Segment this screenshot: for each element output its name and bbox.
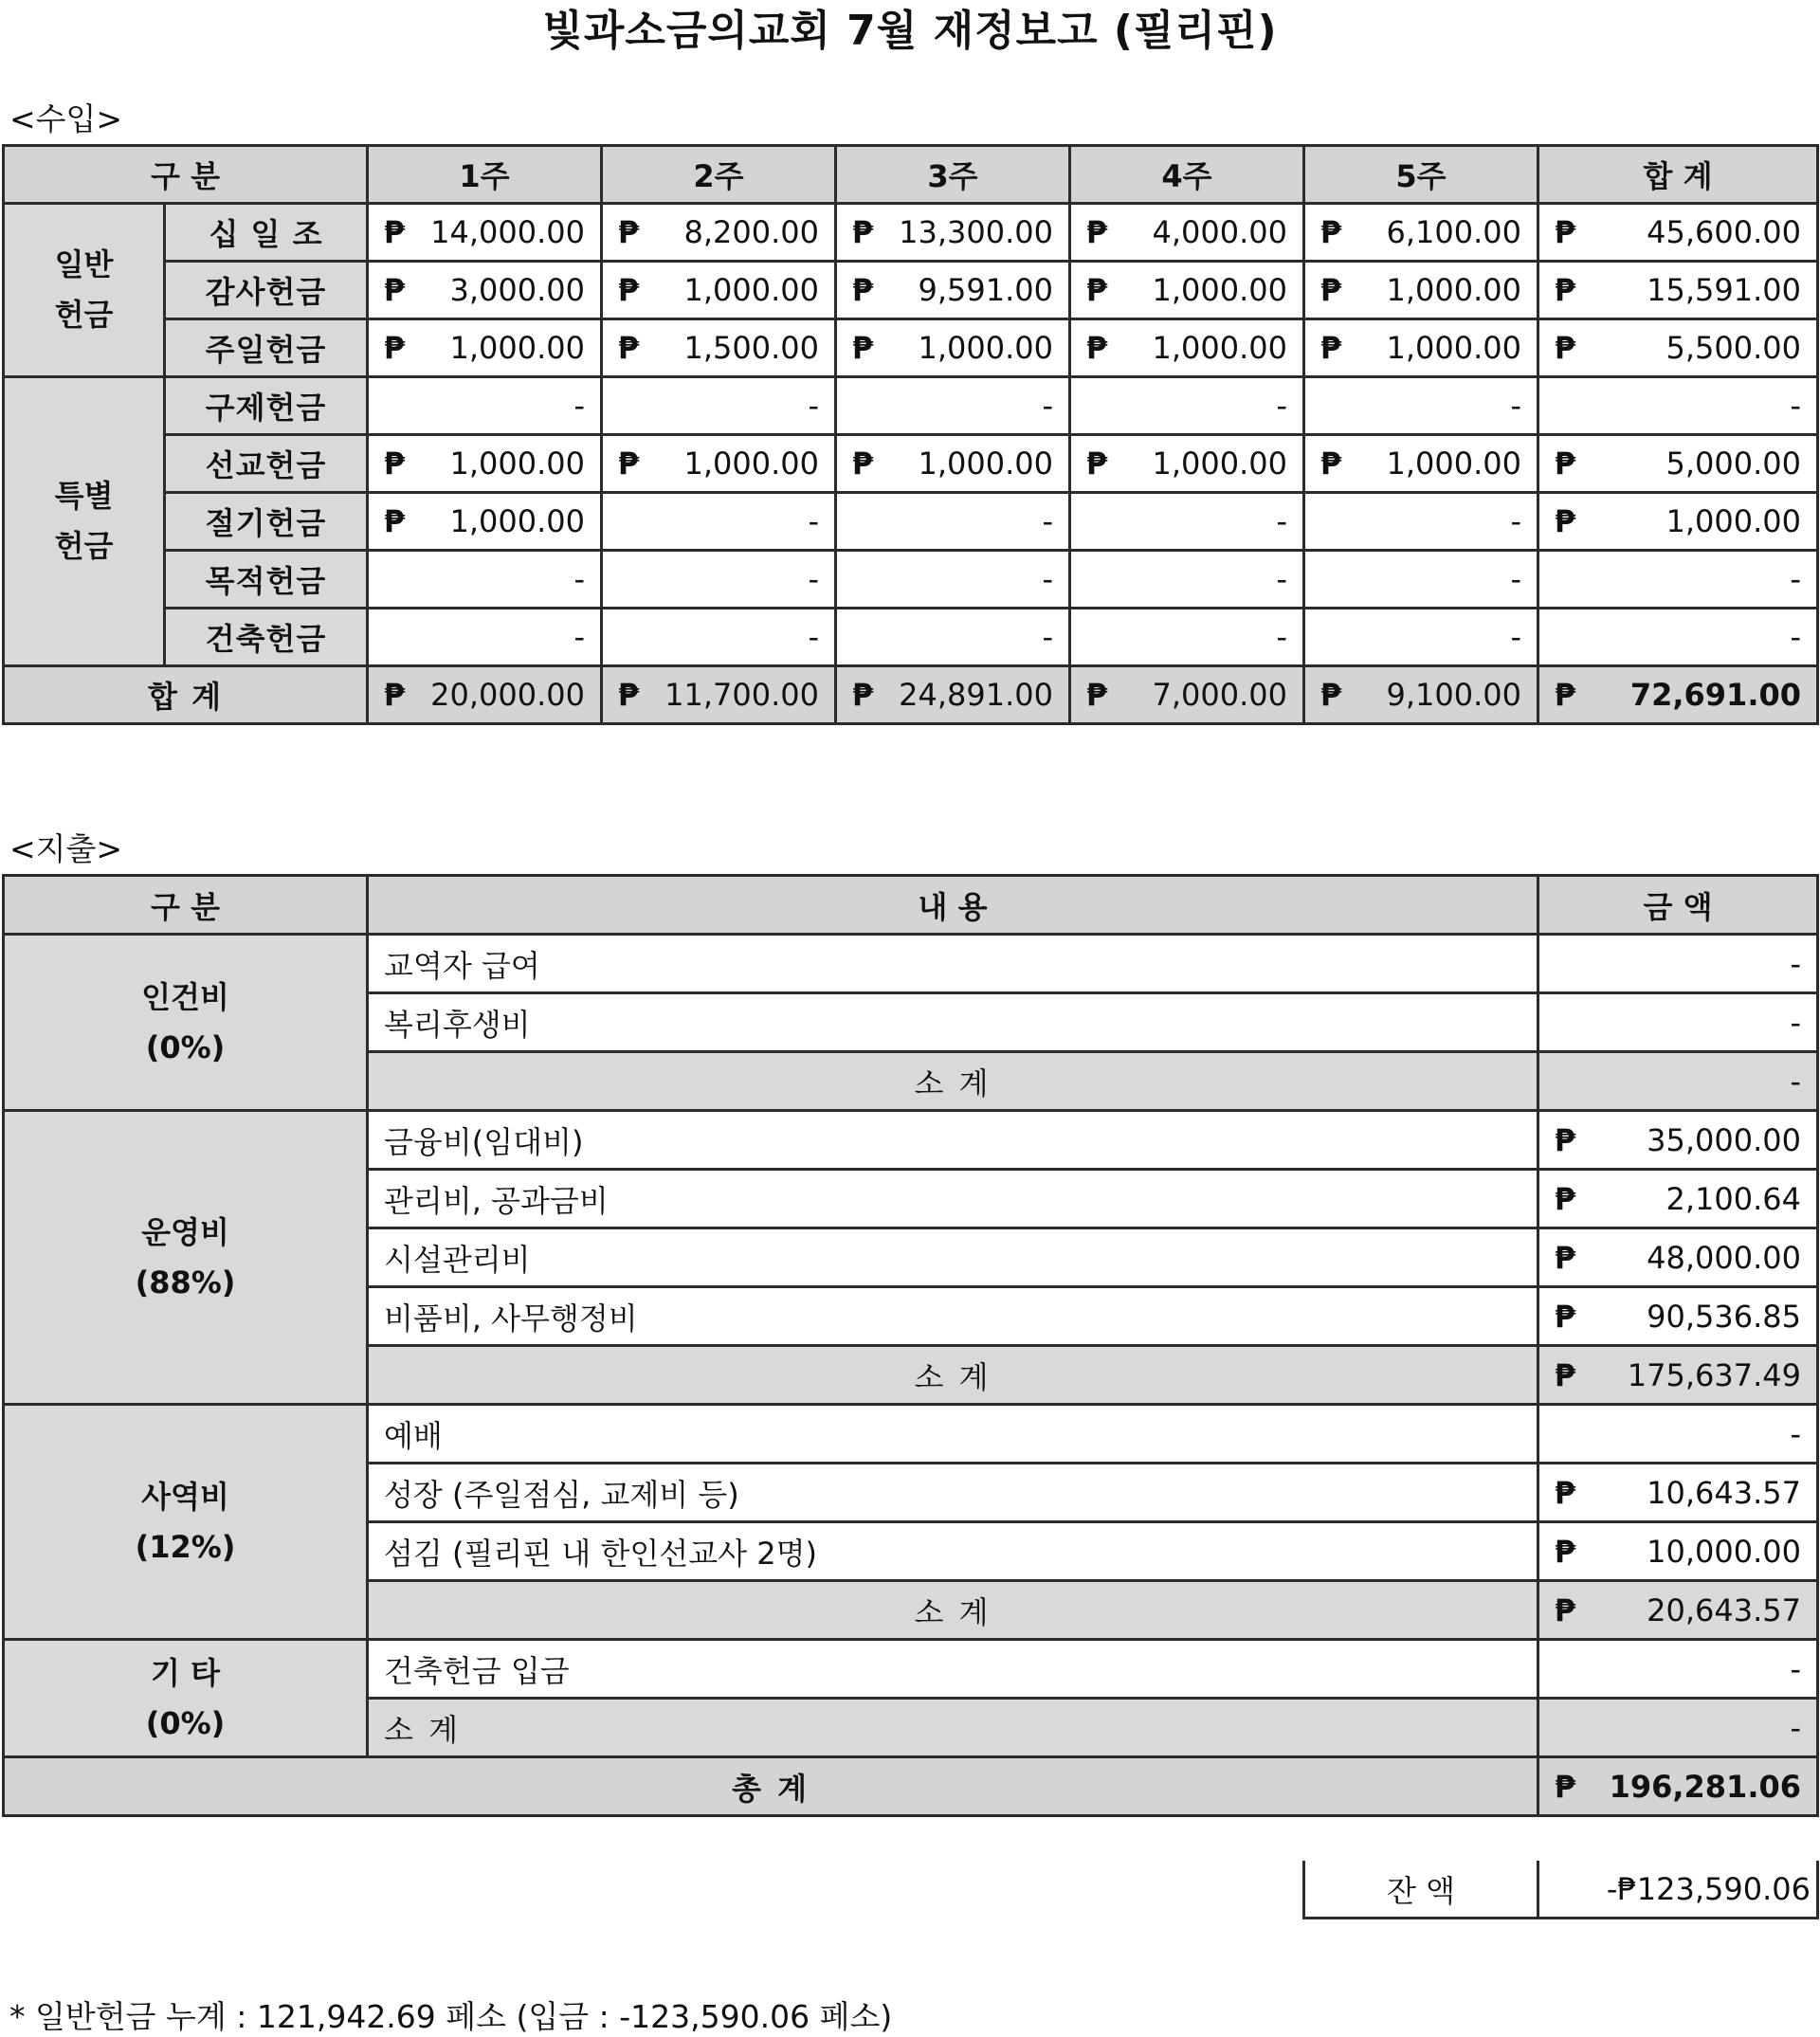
income-header-week-3: 3주 (836, 146, 1070, 204)
income-week-4-cell-value: 1,000.00 (1152, 272, 1287, 308)
income-week-4-cell-value: 1,000.00 (1152, 330, 1287, 366)
income-week-4-cell: - (1070, 551, 1304, 609)
expense-row (4, 1111, 1818, 1170)
expense-amount-cell-wrap (1555, 1534, 1801, 1570)
income-week-1-cell-value: 1,000.00 (449, 446, 585, 482)
income-week-1-cell-wrap (384, 446, 585, 482)
income-week-3-cell (836, 204, 1070, 262)
income-row-label: 주일헌금 (165, 319, 368, 377)
income-header-week-2: 2주 (602, 146, 836, 204)
expense-row (4, 1640, 1818, 1699)
expense-amount-cell-value: 10,000.00 (1647, 1533, 1801, 1570)
peso-symbol: ₱ (852, 272, 874, 308)
income-week-1-cell-wrap (384, 330, 585, 366)
peso-symbol: ₱ (1320, 677, 1342, 713)
peso-symbol: ₱ (1086, 330, 1108, 366)
income-week-4-cell-wrap (1086, 446, 1287, 482)
income-week-3-cell-wrap (852, 272, 1053, 308)
income-header-week-5: 5주 (1304, 146, 1538, 204)
peso-symbol: ₱ (1555, 1356, 1576, 1393)
income-header-category: 구 분 (4, 146, 368, 204)
income-week-1-cell (368, 435, 602, 493)
income-total-week-3 (836, 666, 1070, 724)
expense-item: 시설관리비 (368, 1228, 1538, 1287)
income-week-3-cell-value: 1,000.00 (918, 330, 1053, 366)
income-header-row (4, 146, 1818, 204)
expense-header-amount: 금 액 (1538, 876, 1818, 935)
balance-row (1304, 1861, 1818, 1919)
income-row-label: 목적헌금 (165, 551, 368, 609)
income-week-1-cell (368, 262, 602, 319)
peso-symbol: ₱ (1555, 214, 1576, 250)
income-week-2-cell-value: 1,000.00 (683, 446, 819, 482)
peso-symbol: ₱ (1555, 1121, 1576, 1158)
income-week-3-cell-wrap (852, 330, 1053, 366)
income-week-5-cell: - (1304, 493, 1538, 551)
expense-header-category: 구 분 (4, 876, 368, 935)
expense-amount-cell-value: 2,100.64 (1665, 1180, 1801, 1217)
income-week-2-cell-wrap (618, 446, 819, 482)
expense-item: 섬김 (필리핀 내 한인선교사 2명) (368, 1522, 1538, 1581)
peso-symbol: ₱ (852, 330, 874, 366)
peso-symbol: ₱ (1320, 330, 1342, 366)
peso-symbol: ₱ (1555, 1298, 1576, 1335)
expense-table (2, 874, 1819, 1817)
income-week-5-cell (1304, 435, 1538, 493)
income-week-5-cell: - (1304, 609, 1538, 666)
income-week-3-cell-value: 1,000.00 (918, 446, 1053, 482)
peso-symbol: ₱ (1555, 1533, 1576, 1570)
expense-subtotal-label: 소 계 (368, 1346, 1538, 1405)
expense-grand-total-amount (1538, 1757, 1818, 1816)
income-grand-total-wrap (1555, 677, 1801, 713)
income-week-5-cell (1304, 262, 1538, 319)
expense-group-1: 인건비 (0%) (4, 935, 368, 1111)
expense-subtotal-label: 소 계 (368, 1699, 1538, 1757)
expense-grand-total-amount-wrap (1555, 1769, 1801, 1805)
income-week-1-cell-value: 14,000.00 (430, 214, 585, 250)
income-row-label: 절기헌금 (165, 493, 368, 551)
income-week-4-cell: - (1070, 609, 1304, 666)
income-row-total-cell: - (1538, 551, 1818, 609)
expense-section-label: <지출> (9, 830, 123, 867)
expense-amount-cell: - (1538, 993, 1818, 1052)
income-week-4-cell (1070, 435, 1304, 493)
peso-symbol: ₱ (852, 214, 874, 250)
income-week-3-cell: - (836, 551, 1070, 609)
peso-symbol: ₱ (1086, 214, 1108, 250)
expense-subtotal-amount (1538, 1581, 1818, 1640)
income-week-5-cell-wrap (1320, 214, 1521, 250)
expense-item: 예배 (368, 1405, 1538, 1464)
income-row-label: 건축헌금 (165, 609, 368, 666)
expense-amount-cell-value: 90,536.85 (1647, 1298, 1801, 1335)
income-row-total-cell-wrap (1555, 330, 1801, 366)
peso-symbol: ₱ (384, 214, 406, 250)
income-row-total-cell (1538, 319, 1818, 377)
expense-subtotal-amount-wrap (1555, 1592, 1801, 1628)
income-row-label: 감사헌금 (165, 262, 368, 319)
expense-amount-cell: - (1538, 935, 1818, 993)
expense-amount-cell (1538, 1170, 1818, 1228)
expense-item: 건축헌금 입금 (368, 1640, 1538, 1699)
income-row (4, 609, 1818, 666)
income-total-week-2-value: 11,700.00 (664, 677, 819, 713)
expense-row (4, 935, 1818, 993)
peso-symbol: ₱ (1555, 1591, 1576, 1628)
income-group-2: 특별 헌금 (4, 377, 165, 666)
peso-symbol: ₱ (852, 446, 874, 482)
page-title: 빛과소금의교회 7월 재정보고 (필리핀) (542, 7, 1278, 55)
income-row-label: 선교헌금 (165, 435, 368, 493)
expense-amount-cell-wrap (1555, 1181, 1801, 1217)
expense-subtotal-amount-value: 175,637.49 (1627, 1356, 1801, 1393)
expense-amount-cell (1538, 1111, 1818, 1170)
expense-row (4, 1405, 1818, 1464)
peso-symbol: ₱ (384, 677, 406, 713)
income-week-3-cell (836, 435, 1070, 493)
peso-symbol: ₱ (618, 272, 640, 308)
income-row-total-cell-wrap (1555, 446, 1801, 482)
income-week-5-cell-wrap (1320, 446, 1521, 482)
expense-item: 금융비(임대비) (368, 1111, 1538, 1170)
income-week-5-cell: - (1304, 377, 1538, 435)
income-week-2-cell: - (602, 493, 836, 551)
income-week-2-cell: - (602, 377, 836, 435)
expense-grand-total-label: 총 계 (4, 1757, 1538, 1816)
income-week-5-cell-value: 1,000.00 (1386, 330, 1521, 366)
balance-label: 잔 액 (1304, 1861, 1538, 1919)
income-week-2-cell (602, 435, 836, 493)
peso-symbol: ₱ (1320, 214, 1342, 250)
income-week-2-cell-wrap (618, 272, 819, 308)
balance-table (1302, 1861, 1819, 1919)
peso-symbol: ₱ (1086, 446, 1108, 482)
expense-item: 관리비, 공과금비 (368, 1170, 1538, 1228)
income-week-1-cell-value: 1,000.00 (449, 503, 585, 539)
income-row-total-cell-value: 45,600.00 (1647, 214, 1801, 250)
income-row-total-cell-wrap (1555, 272, 1801, 308)
expense-amount-cell (1538, 1228, 1818, 1287)
income-row-total-cell (1538, 435, 1818, 493)
income-week-3-cell (836, 262, 1070, 319)
income-week-2-cell-wrap (618, 330, 819, 366)
peso-symbol: ₱ (384, 503, 406, 539)
income-row-label: 십 일 조 (165, 204, 368, 262)
income-week-1-cell-wrap (384, 214, 585, 250)
income-week-4-cell (1070, 204, 1304, 262)
peso-symbol: ₱ (1320, 272, 1342, 308)
income-total-week-4 (1070, 666, 1304, 724)
income-row (4, 493, 1818, 551)
income-grand-total-value: 72,691.00 (1629, 677, 1801, 713)
expense-amount-cell-value: 48,000.00 (1647, 1239, 1801, 1276)
income-total-week-1-wrap (384, 677, 585, 713)
expense-amount-cell (1538, 1464, 1818, 1522)
income-week-2-cell-value: 1,000.00 (683, 272, 819, 308)
peso-symbol: ₱ (1555, 677, 1576, 713)
peso-symbol: ₱ (618, 446, 640, 482)
expense-subtotal-amount-wrap (1555, 1357, 1801, 1393)
footnote: * 일반헌금 누계 : 121,942.69 페소 (입금 : -123,590.06 페소) (9, 1998, 893, 2035)
income-week-2-cell-value: 1,500.00 (683, 330, 819, 366)
expense-amount-cell: - (1538, 1640, 1818, 1699)
expense-amount-cell (1538, 1287, 1818, 1346)
peso-symbol: ₱ (1320, 446, 1342, 482)
income-row-total-cell-value: 15,591.00 (1647, 272, 1801, 308)
income-week-3-cell-wrap (852, 214, 1053, 250)
expense-group-2: 운영비 (88%) (4, 1111, 368, 1405)
peso-symbol: ₱ (1555, 503, 1576, 539)
income-row-total-cell-wrap (1555, 214, 1801, 250)
expense-subtotal-amount-value: 20,643.57 (1647, 1591, 1801, 1628)
income-row-total-cell-wrap (1555, 503, 1801, 539)
peso-symbol: ₱ (1555, 272, 1576, 308)
expense-item: 교역자 급여 (368, 935, 1538, 993)
income-row (4, 262, 1818, 319)
expense-subtotal-amount: - (1538, 1052, 1818, 1111)
income-row-total-cell: - (1538, 609, 1818, 666)
income-total-week-4-wrap (1086, 677, 1287, 713)
income-row-total-cell (1538, 262, 1818, 319)
income-total-week-2-wrap (618, 677, 819, 713)
income-week-1-cell (368, 493, 602, 551)
expense-subtotal-amount (1538, 1346, 1818, 1405)
expense-subtotal-amount: - (1538, 1699, 1818, 1757)
expense-amount-cell-wrap (1555, 1299, 1801, 1335)
expense-item: 복리후생비 (368, 993, 1538, 1052)
peso-symbol: ₱ (384, 330, 406, 366)
income-week-2-cell (602, 262, 836, 319)
peso-symbol: ₱ (852, 677, 874, 713)
peso-symbol: ₱ (618, 214, 640, 250)
peso-symbol: ₱ (1555, 1474, 1576, 1511)
income-week-4-cell: - (1070, 377, 1304, 435)
income-row-label: 구제헌금 (165, 377, 368, 435)
income-week-3-cell-wrap (852, 446, 1053, 482)
expense-header-row (4, 876, 1818, 935)
income-header-week-1: 1주 (368, 146, 602, 204)
income-week-1-cell-value: 3,000.00 (449, 272, 585, 308)
expense-amount-cell-wrap (1555, 1475, 1801, 1511)
income-week-1-cell (368, 204, 602, 262)
expense-amount-cell-value: 10,643.57 (1647, 1474, 1801, 1511)
income-row (4, 435, 1818, 493)
expense-subtotal-label: 소 계 (368, 1052, 1538, 1111)
expense-amount-cell (1538, 1522, 1818, 1581)
expense-amount-cell-wrap (1555, 1240, 1801, 1276)
expense-amount-cell: - (1538, 1405, 1818, 1464)
expense-amount-cell-value: 35,000.00 (1647, 1121, 1801, 1158)
expense-group-3: 사역비 (12%) (4, 1405, 368, 1640)
peso-symbol: ₱ (1555, 1239, 1576, 1276)
income-row-total-cell-value: 5,000.00 (1665, 446, 1801, 482)
peso-symbol: ₱ (1555, 1180, 1576, 1217)
peso-symbol: ₱ (1555, 1768, 1576, 1805)
balance-amount: -₱123,590.06 (1538, 1861, 1818, 1919)
income-week-5-cell (1304, 319, 1538, 377)
income-row (4, 204, 1818, 262)
income-total-week-1 (368, 666, 602, 724)
income-week-5-cell-value: 6,100.00 (1386, 214, 1521, 250)
income-week-4-cell-wrap (1086, 272, 1287, 308)
income-section-label: <수입> (9, 100, 123, 137)
income-week-4-cell-value: 1,000.00 (1152, 446, 1287, 482)
peso-symbol: ₱ (384, 446, 406, 482)
expense-header-content: 내 용 (368, 876, 1538, 935)
income-week-3-cell: - (836, 493, 1070, 551)
income-week-4-cell (1070, 262, 1304, 319)
income-week-3-cell-value: 13,300.00 (899, 214, 1053, 250)
expense-item: 비품비, 사무행정비 (368, 1287, 1538, 1346)
income-week-4-cell-wrap (1086, 330, 1287, 366)
income-total-week-5-value: 9,100.00 (1386, 677, 1521, 713)
expense-item: 성장 (주일점심, 교제비 등) (368, 1464, 1538, 1522)
income-week-4-cell-wrap (1086, 214, 1287, 250)
income-week-5-cell: - (1304, 551, 1538, 609)
income-row-total-cell: - (1538, 377, 1818, 435)
income-group-1: 일반 헌금 (4, 204, 165, 377)
income-header-week-4: 4주 (1070, 146, 1304, 204)
income-week-2-cell (602, 319, 836, 377)
expense-grand-total-row (4, 1757, 1818, 1816)
income-week-2-cell: - (602, 609, 836, 666)
income-row-total-cell (1538, 204, 1818, 262)
income-total-week-3-wrap (852, 677, 1053, 713)
income-week-3-cell-value: 9,591.00 (918, 272, 1053, 308)
income-total-label: 합 계 (4, 666, 368, 724)
income-total-week-1-value: 20,000.00 (430, 677, 585, 713)
peso-symbol: ₱ (1555, 330, 1576, 366)
peso-symbol: ₱ (1086, 272, 1108, 308)
income-week-1-cell: - (368, 377, 602, 435)
income-week-2-cell: - (602, 551, 836, 609)
peso-symbol: ₱ (1086, 677, 1108, 713)
peso-symbol: ₱ (384, 272, 406, 308)
income-header-total: 합 계 (1538, 146, 1818, 204)
income-week-1-cell: - (368, 609, 602, 666)
income-grand-total (1538, 666, 1818, 724)
income-week-1-cell-wrap (384, 272, 585, 308)
income-week-1-cell: - (368, 551, 602, 609)
income-row-total-cell-value: 5,500.00 (1665, 330, 1801, 366)
income-week-3-cell: - (836, 609, 1070, 666)
income-week-3-cell (836, 319, 1070, 377)
peso-symbol: ₱ (1555, 446, 1576, 482)
income-total-week-5-wrap (1320, 677, 1521, 713)
income-row (4, 319, 1818, 377)
income-row (4, 551, 1818, 609)
income-table (2, 144, 1819, 725)
income-week-1-cell (368, 319, 602, 377)
income-week-5-cell-value: 1,000.00 (1386, 446, 1521, 482)
income-week-1-cell-wrap (384, 503, 585, 539)
income-week-2-cell-value: 8,200.00 (683, 214, 819, 250)
income-week-4-cell-value: 4,000.00 (1152, 214, 1287, 250)
income-week-5-cell-value: 1,000.00 (1386, 272, 1521, 308)
income-week-4-cell (1070, 319, 1304, 377)
income-total-week-5 (1304, 666, 1538, 724)
income-week-2-cell (602, 204, 836, 262)
income-week-3-cell: - (836, 377, 1070, 435)
peso-symbol: ₱ (618, 330, 640, 366)
peso-symbol: ₱ (618, 677, 640, 713)
income-total-week-4-value: 7,000.00 (1152, 677, 1287, 713)
income-row-total-cell-value: 1,000.00 (1665, 503, 1801, 539)
expense-grand-total-amount-value: 196,281.06 (1609, 1768, 1801, 1805)
income-week-5-cell (1304, 204, 1538, 262)
expense-group-4: 기 타 (0%) (4, 1640, 368, 1757)
income-total-row (4, 666, 1818, 724)
expense-amount-cell-wrap (1555, 1122, 1801, 1158)
income-week-2-cell-wrap (618, 214, 819, 250)
income-week-5-cell-wrap (1320, 272, 1521, 308)
income-row (4, 377, 1818, 435)
income-week-5-cell-wrap (1320, 330, 1521, 366)
income-row-total-cell (1538, 493, 1818, 551)
income-week-1-cell-value: 1,000.00 (449, 330, 585, 366)
income-total-week-3-value: 24,891.00 (899, 677, 1053, 713)
expense-subtotal-label: 소 계 (368, 1581, 1538, 1640)
income-total-week-2 (602, 666, 836, 724)
income-week-4-cell: - (1070, 493, 1304, 551)
